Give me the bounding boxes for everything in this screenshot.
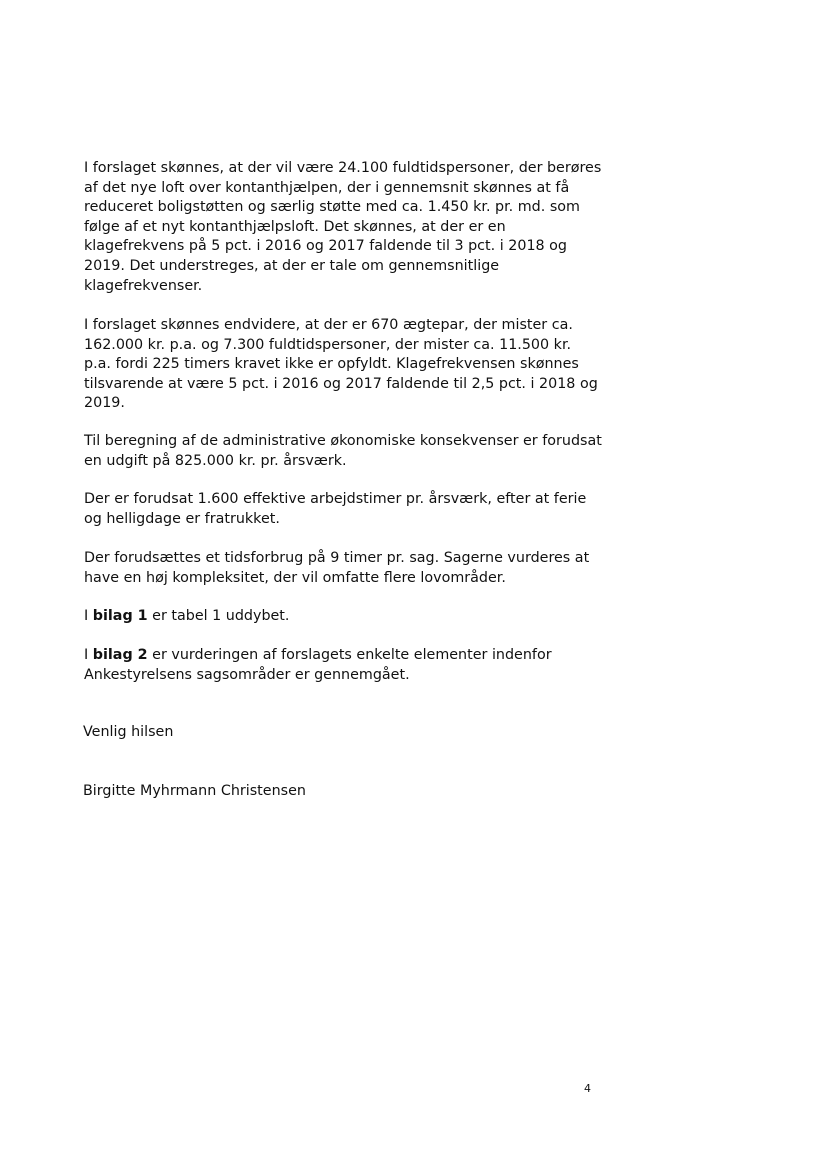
paragraph-appendix-1 <box>84 607 624 627</box>
paragraph-line <box>84 607 624 627</box>
text-prefix: I <box>84 608 93 624</box>
paragraph-line: følge af et nyt kontanthjælpsloft. Det skønnes, at der er en <box>84 218 506 235</box>
paragraph-line: 162.000 kr. p.a. og 7.300 fuldtidspersoner, der mister ca. 11.500 kr. <box>84 336 572 353</box>
appendix-1-reference: bilag 1 <box>92 608 148 624</box>
paragraph-line: klagefrekvens på 5 pct. i 2016 og 2017 faldende til 3 pct. i 2018 og <box>84 238 568 255</box>
paragraph-time-per-case <box>84 549 624 588</box>
text-suffix: er vurderingen af forslagets enkelte elementer indenfor <box>147 647 552 663</box>
paragraph-line: Der forudsættes et tidsforbrug på 9 timer pr. sag. Sagerne vurderes at <box>84 550 590 566</box>
paragraph-appendix-2 <box>84 646 624 685</box>
page-number: 4 <box>584 1082 591 1095</box>
paragraph-line: I forslaget skønnes endvidere, at der er 670 ægtepar, der mister ca. <box>84 317 573 333</box>
paragraph-line: Ankestyrelsens sagsområder er gennemgået. <box>84 666 410 683</box>
paragraph-married-couples <box>84 316 624 414</box>
paragraph-line: I forslaget skønnes, at der vil være 24.100 fuldtidspersoner, der berøres <box>84 160 602 176</box>
paragraph-working-hours <box>84 490 624 529</box>
paragraph-line <box>84 646 624 666</box>
paragraph-line: 2019. <box>84 395 125 412</box>
appendix-2-reference: bilag 2 <box>92 647 148 663</box>
paragraph-line: en udgift på 825.000 kr. pr. årsværk. <box>84 452 347 469</box>
paragraph-line: Til beregning af de administrative økonomiske konsekvenser er forudsat <box>84 433 602 449</box>
paragraph-line: og helligdage er fratrukket. <box>84 510 280 527</box>
text-prefix: I <box>84 647 93 663</box>
paragraph-line: reduceret boligstøtten og særlig støtte med ca. 1.450 kr. pr. md. som <box>84 199 580 216</box>
paragraph-line: klagefrekvenser. <box>84 277 203 294</box>
paragraph-line: 2019. Det understreges, at der er tale om gennemsnitlige <box>84 257 500 274</box>
paragraph-line: tilsvarende at være 5 pct. i 2016 og 2017 faldende til 2,5 pct. i 2018 og <box>84 375 598 392</box>
signature-name: Birgitte Myhrmann Christensen <box>83 783 306 799</box>
paragraph-claim-frequency-ceiling <box>84 159 624 296</box>
paragraph-line: have en høj kompleksitet, der vil omfatte flere lovområder. <box>84 569 506 586</box>
closing-greeting: Venlig hilsen <box>83 724 174 740</box>
paragraph-administrative-cost <box>84 432 624 471</box>
paragraph-line: af det nye loft over kontanthjælpen, der i gennemsnit skønnes at få <box>84 179 570 196</box>
paragraph-line: Der er forudsat 1.600 effektive arbejdstimer pr. årsværk, efter at ferie <box>84 491 587 507</box>
paragraph-line: p.a. fordi 225 timers kravet ikke er opfyldt. Klagefrekvensen skønnes <box>84 356 579 373</box>
text-suffix: er tabel 1 uddybet. <box>147 608 290 624</box>
